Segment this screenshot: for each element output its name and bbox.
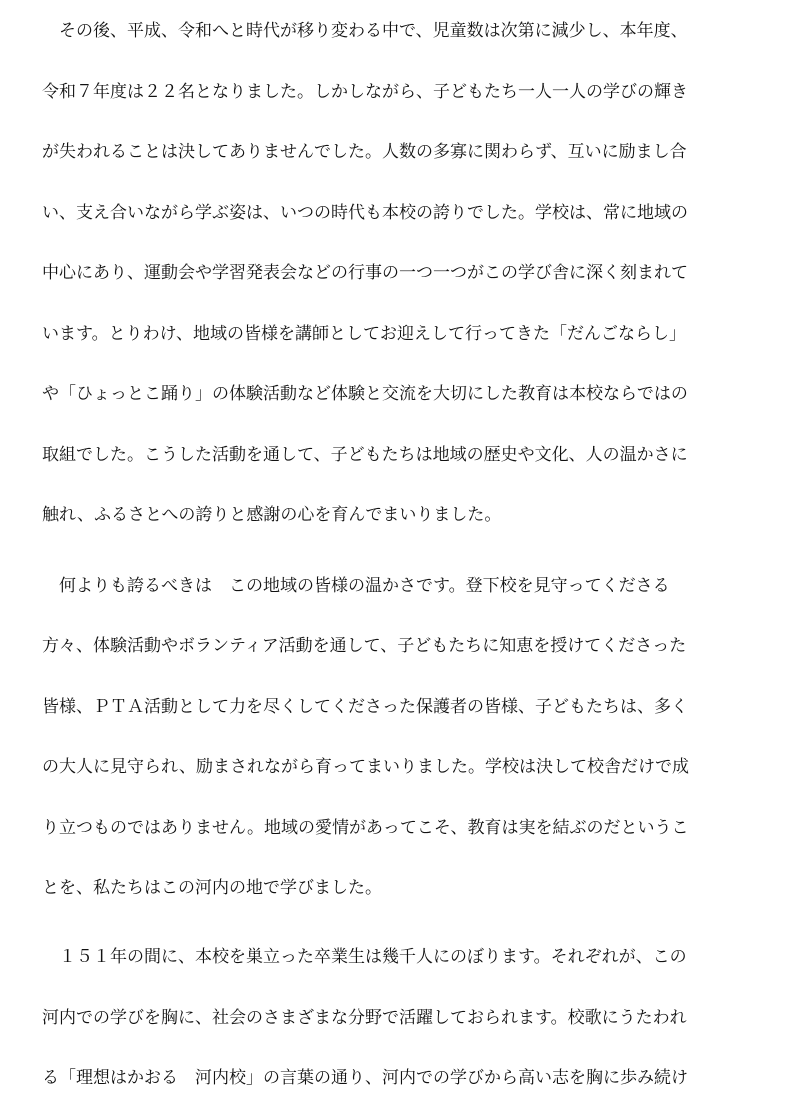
text-line: の大人に見守られ、励まされながら育ってまいりました。学校は決して校舎だけで成	[42, 757, 690, 777]
text-line: 何よりも誇るべきは この地域の皆様の温かさです。登下校を見守ってくださる	[42, 576, 670, 596]
text-line: その後、平成、令和へと時代が移り変わる中で、児童数は次第に減少し、本年度、	[42, 21, 688, 41]
text-line: や「ひょっとこ踊り」の体験活動など体験と交流を大切にした教育は本校ならではの	[42, 384, 688, 404]
text-line: 河内での学びを胸に、社会のさまざまな分野で活躍しておられます。校歌にうたわれ	[42, 1008, 687, 1028]
text-line: 皆様、ＰＴＡ活動として力を尽くしてくださった保護者の皆様、子どもたちは、多く	[42, 697, 688, 717]
text-line: 方々、体験活動やボランティア活動を通して、子どもたちに知恵を授けてくださった	[42, 636, 687, 656]
text-line: とを、私たちはこの河内の地で学びました。	[42, 878, 382, 898]
text-line: い、支え合いながら学ぶ姿は、いつの時代も本校の誇りでした。学校は、常に地域の	[42, 203, 688, 223]
text-line: １５１年の間に、本校を巣立った卒業生は幾千人にのぼります。それぞれが、この	[42, 947, 687, 967]
text-line: います。とりわけ、地域の皆様を講師としてお迎えして行ってきた「だんごならし」	[42, 324, 686, 344]
text-line: 令和７年度は２２名となりました。しかしながら、子どもたち一人一人の学びの輝き	[42, 82, 688, 102]
text-line: が失われることは決してありませんでした。人数の多寡に関わらず、互いに励まし合	[42, 142, 687, 162]
text-line: る「理想はかおる 河内校」の言葉の通り、河内での学びから高い志を胸に歩み続け	[42, 1068, 688, 1088]
text-line: 触れ、ふるさとへの誇りと感謝の心を育んでまいりました。	[42, 505, 502, 525]
text-line: 取組でした。こうした活動を通して、子どもたちは地域の歴史や文化、人の温かさに	[42, 445, 688, 465]
text-line: 中心にあり、運動会や学習発表会などの行事の一つ一つがこの学び舎に深く刻まれて	[42, 263, 688, 283]
text-line: り立つものではありません。地域の愛情があってこそ、教育は実を結ぶのだというこ	[42, 818, 689, 838]
